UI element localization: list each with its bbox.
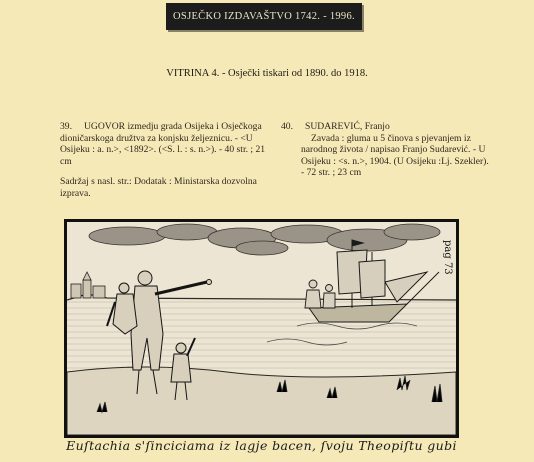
entry-text: UGOVOR izmedju grada Osijeka i Osječkoga dioničarskoga družtva za konjsku željeznicu. - <U Osijeku : a. n.>, <1892>. (<S. l. : s. n.>). - 40 str. ; 21 cm: [60, 121, 266, 167]
header-title: OSJEČKO IZDAVAŠTVO 1742. - 1996.: [173, 11, 355, 22]
entry-heading: SUDAREVIĆ, Franjo: [305, 121, 390, 132]
entry-text: Zavada : gluma u 5 činova s pjevanjem iz narodnog života / napisao Franjo Sudarević. - U Osijeku : <s. n.>, 1904. (U Osijeku :Lj. Szekler). - 72 str. ; 23 cm: [301, 132, 489, 179]
page-mark: pag 73: [442, 240, 453, 275]
entry-number: 40.: [281, 121, 293, 132]
entry-number: 39.: [60, 121, 72, 132]
entry-note: Sadržaj s nasl. str.: Dodatak : Ministarska dozvolna izprava.: [60, 176, 257, 199]
vitrina-heading: VITRINA 4. - Osječki tiskari od 1890. do 1918.: [166, 68, 368, 79]
catalog-entry-39: [60, 121, 268, 200]
catalog-entry-40: [281, 121, 493, 179]
plate-caption: Euſtachia s'ſinciciama iz lagje bacen, ſvoju Theopiſtu gubi: [66, 438, 457, 453]
woodcut-illustration: [64, 219, 459, 438]
header-title-bar: [166, 3, 362, 30]
woodcut-drawing: [67, 222, 456, 435]
